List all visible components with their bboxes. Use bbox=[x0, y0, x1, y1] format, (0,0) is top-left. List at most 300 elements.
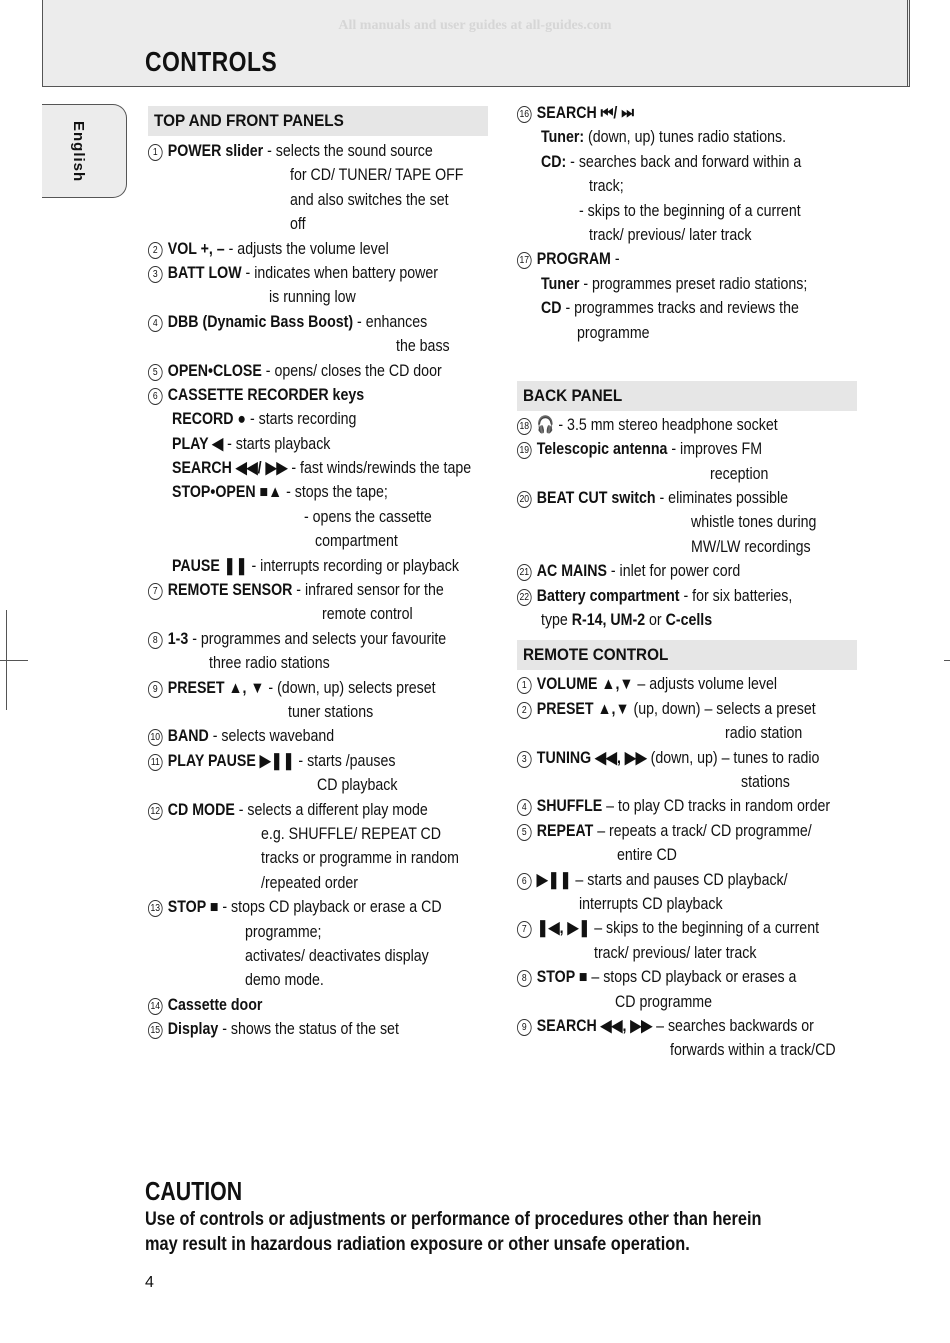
item-key-label: Display bbox=[167, 1020, 219, 1039]
item-description: - opens/ closes the CD door bbox=[261, 361, 442, 380]
item-description: - bbox=[610, 250, 620, 269]
item-text bbox=[517, 868, 788, 892]
item-number-badge: 17 bbox=[517, 252, 532, 269]
item-description: - programmes and selects your favourite bbox=[188, 629, 447, 648]
list-item bbox=[148, 529, 488, 553]
item-text bbox=[148, 310, 427, 334]
item-text bbox=[579, 892, 723, 916]
item-number-badge: 5 bbox=[148, 364, 163, 381]
item-text bbox=[517, 794, 830, 818]
item-description: /repeated order bbox=[261, 873, 359, 892]
item-text bbox=[315, 529, 398, 553]
item-description: - opens the cassette bbox=[304, 507, 432, 526]
list-item bbox=[517, 486, 857, 510]
item-description: - programmes tracks and reviews the bbox=[561, 299, 799, 318]
item-description: - improves FM bbox=[667, 440, 763, 459]
item-number-badge: 8 bbox=[148, 632, 163, 649]
item-number-badge: 6 bbox=[517, 873, 532, 890]
item-description: - enhances bbox=[353, 312, 428, 331]
item-text bbox=[288, 700, 373, 724]
list-item bbox=[517, 101, 857, 125]
item-text bbox=[741, 770, 790, 794]
item-key-label: STOP ■ bbox=[536, 968, 588, 987]
item-text bbox=[617, 843, 677, 867]
item-text bbox=[290, 163, 463, 187]
item-text bbox=[290, 212, 306, 236]
item-key-label: OPEN•CLOSE bbox=[167, 361, 262, 380]
item-description: interrupts CD playback bbox=[579, 894, 723, 913]
item-key-label: REMOTE SENSOR bbox=[167, 581, 293, 600]
item-key-label: Battery compartment bbox=[536, 586, 680, 605]
list-item bbox=[148, 895, 488, 919]
item-text bbox=[615, 990, 712, 1014]
item-key-label: PRESET ▲,▼ bbox=[536, 699, 630, 718]
item-description: - selects a different play mode bbox=[234, 800, 428, 819]
item-key-label: POWER slider bbox=[167, 142, 264, 160]
item-key-label: BEAT CUT switch bbox=[536, 489, 656, 508]
item-number-badge: 2 bbox=[517, 702, 532, 719]
language-tab bbox=[42, 104, 127, 198]
item-description: - for six batteries, bbox=[679, 586, 793, 605]
item-description: – repeats a track/ CD programme/ bbox=[593, 821, 812, 840]
list-item bbox=[148, 676, 488, 700]
item-number-badge: 1 bbox=[517, 677, 532, 694]
list-item bbox=[148, 432, 488, 456]
item-text bbox=[541, 608, 712, 632]
item-text bbox=[172, 480, 388, 504]
item-key-label: SEARCH ◀◀, ▶▶ bbox=[536, 1016, 653, 1035]
item-key-label: VOLUME ▲,▼ bbox=[536, 675, 634, 694]
item-description: stations bbox=[741, 772, 790, 791]
back-panel-list bbox=[517, 413, 857, 633]
item-text bbox=[579, 199, 801, 223]
item-key-label: ▶❚❚ bbox=[536, 870, 572, 889]
item-key-label: PLAY ◀ bbox=[172, 434, 224, 453]
item-description: - interrupts recording or playback bbox=[247, 556, 459, 575]
item-description: compartment bbox=[315, 532, 398, 551]
item-text bbox=[290, 188, 449, 212]
list-item bbox=[517, 697, 857, 721]
item-description: for CD/ TUNER/ TAPE OFF bbox=[290, 166, 464, 185]
list-item bbox=[148, 237, 488, 261]
item-text bbox=[710, 462, 768, 486]
remote-control-list bbox=[517, 672, 857, 1062]
item-key-label: DBB (Dynamic Bass Boost) bbox=[167, 312, 354, 331]
item-key-label: Telescopic antenna bbox=[536, 440, 668, 459]
item-text bbox=[317, 773, 397, 797]
item-key-label: PROGRAM bbox=[536, 250, 611, 269]
item-key-label: VOL +, – bbox=[167, 239, 225, 258]
caution-title: CAUTION bbox=[145, 1176, 243, 1206]
right-column bbox=[517, 101, 857, 1063]
item-text bbox=[517, 916, 819, 940]
list-item bbox=[148, 993, 488, 1017]
item-description: activates/ deactivates display bbox=[245, 946, 429, 965]
item-text bbox=[541, 296, 799, 320]
list-item bbox=[517, 819, 857, 843]
item-number-badge: 15 bbox=[148, 1022, 163, 1039]
item-description: – starts and pauses CD playback/ bbox=[571, 870, 788, 889]
list-item bbox=[517, 672, 857, 696]
item-text bbox=[148, 359, 442, 383]
list-item bbox=[148, 554, 488, 578]
item-text bbox=[517, 413, 778, 437]
item-text bbox=[396, 334, 450, 358]
list-item bbox=[517, 150, 857, 174]
item-key-label: SEARCH ◀◀/ ▶▶ bbox=[172, 459, 288, 478]
item-description: - selects waveband bbox=[208, 727, 335, 746]
list-item bbox=[517, 174, 857, 198]
item-description: - inlet for power cord bbox=[606, 562, 741, 581]
item-description: - searches back and forward within a bbox=[566, 152, 802, 171]
crop-mark bbox=[42, 0, 43, 86]
item-text bbox=[517, 584, 792, 608]
item-description: - indicates when battery power bbox=[241, 263, 439, 282]
item-text bbox=[148, 578, 444, 602]
list-item bbox=[148, 334, 488, 358]
crop-mark bbox=[6, 610, 7, 710]
item-key-label: AC MAINS bbox=[536, 562, 607, 581]
item-text bbox=[517, 697, 816, 721]
item-number-badge: 6 bbox=[148, 388, 163, 405]
item-description: or bbox=[645, 611, 666, 630]
item-key-label: C-cells bbox=[665, 611, 713, 630]
item-number-badge: 11 bbox=[148, 754, 163, 771]
item-description: - (down, up) selects preset bbox=[264, 678, 436, 697]
item-description: - starts /pauses bbox=[294, 751, 396, 770]
crop-mark bbox=[907, 0, 908, 86]
item-description: programme bbox=[577, 323, 650, 342]
item-text bbox=[725, 721, 802, 745]
crop-mark bbox=[944, 660, 950, 661]
list-item bbox=[148, 285, 488, 309]
item-description: - shows the status of the set bbox=[218, 1020, 399, 1039]
item-number-badge: 18 bbox=[517, 418, 532, 435]
left-column bbox=[148, 106, 488, 1041]
item-key-label: REPEAT bbox=[536, 821, 594, 840]
item-number-badge: 9 bbox=[517, 1019, 532, 1036]
item-text bbox=[172, 432, 330, 456]
item-text bbox=[148, 993, 262, 1017]
item-key-label: CD MODE bbox=[167, 800, 235, 819]
list-item bbox=[517, 559, 857, 583]
item-text bbox=[209, 651, 330, 675]
section-header-top-front: TOP AND FRONT PANELS bbox=[148, 106, 488, 136]
item-description: - 3.5 mm stereo headphone socket bbox=[554, 415, 778, 434]
item-text bbox=[172, 554, 459, 578]
list-item bbox=[517, 746, 857, 770]
left-item-list bbox=[148, 139, 488, 1041]
item-text bbox=[670, 1038, 836, 1062]
item-description: - infrared sensor for the bbox=[292, 581, 444, 600]
item-number-badge: 3 bbox=[148, 266, 163, 283]
list-item bbox=[517, 437, 857, 461]
item-number-badge: 10 bbox=[148, 729, 163, 746]
section-header-remote-control: REMOTE CONTROL bbox=[517, 640, 857, 670]
item-text bbox=[304, 505, 432, 529]
item-text bbox=[148, 383, 364, 407]
list-item bbox=[148, 773, 488, 797]
item-text bbox=[245, 968, 324, 992]
item-description: - starts playback bbox=[223, 434, 331, 453]
item-description: remote control bbox=[322, 605, 413, 624]
item-text bbox=[541, 125, 786, 149]
section-header-back-panel: BACK PANEL bbox=[517, 381, 857, 411]
item-text bbox=[517, 819, 812, 843]
item-text bbox=[594, 941, 756, 965]
item-key-label: BAND bbox=[167, 727, 209, 746]
item-description: - stops CD playback or erase a CD bbox=[218, 898, 442, 917]
item-description: e.g. SHUFFLE/ REPEAT CD bbox=[261, 824, 442, 843]
item-description: - stops the tape; bbox=[282, 483, 388, 502]
item-key-label: BATT LOW bbox=[167, 263, 242, 282]
list-item bbox=[148, 846, 488, 870]
list-item bbox=[517, 721, 857, 745]
item-description: (down, up) tunes radio stations. bbox=[584, 128, 787, 147]
item-key-label: Tuner: bbox=[541, 128, 585, 147]
page-number: 4 bbox=[145, 1274, 154, 1291]
item-text bbox=[148, 798, 428, 822]
item-number-badge: 7 bbox=[148, 583, 163, 600]
item-text bbox=[261, 822, 441, 846]
list-item bbox=[148, 651, 488, 675]
item-key-label: 🎧 bbox=[536, 415, 555, 434]
list-item bbox=[517, 892, 857, 916]
list-item bbox=[517, 941, 857, 965]
item-text bbox=[577, 321, 650, 345]
right-top-list bbox=[517, 101, 857, 345]
item-number-badge: 12 bbox=[148, 803, 163, 820]
item-number-badge: 8 bbox=[517, 970, 532, 987]
item-text bbox=[589, 174, 624, 198]
item-key-label: PLAY PAUSE ▶❚❚ bbox=[167, 751, 295, 770]
list-item bbox=[517, 272, 857, 296]
item-description: - starts recording bbox=[246, 410, 357, 429]
list-item bbox=[517, 462, 857, 486]
item-description: – searches backwards or bbox=[652, 1016, 814, 1035]
item-text bbox=[172, 407, 356, 431]
item-number-badge: 7 bbox=[517, 921, 532, 938]
item-description: MW/LW recordings bbox=[691, 537, 811, 556]
list-item bbox=[517, 770, 857, 794]
item-key-label: PAUSE ❚❚ bbox=[172, 556, 248, 575]
item-text bbox=[148, 749, 395, 773]
item-description: track/ previous/ later track bbox=[594, 943, 757, 962]
item-description: tracks or programme in random bbox=[261, 849, 459, 868]
item-key-label: SHUFFLE bbox=[536, 797, 603, 816]
list-item bbox=[517, 843, 857, 867]
list-item bbox=[517, 321, 857, 345]
item-key-label: ❚◀, ▶❚ bbox=[536, 919, 591, 938]
list-item bbox=[148, 578, 488, 602]
item-description: track/ previous/ later track bbox=[589, 225, 752, 244]
caution-block bbox=[145, 1176, 950, 1257]
list-item bbox=[517, 535, 857, 559]
item-text bbox=[148, 724, 334, 748]
item-text bbox=[148, 139, 433, 163]
list-item bbox=[148, 749, 488, 773]
list-item bbox=[148, 602, 488, 626]
item-description: forwards within a track/CD bbox=[670, 1041, 836, 1060]
crop-mark bbox=[0, 660, 28, 661]
list-item bbox=[517, 990, 857, 1014]
item-text bbox=[148, 895, 442, 919]
item-text bbox=[261, 871, 358, 895]
item-text bbox=[517, 559, 740, 583]
item-text bbox=[517, 746, 819, 770]
list-item bbox=[148, 456, 488, 480]
page-title: CONTROLS bbox=[145, 46, 278, 77]
item-text bbox=[245, 944, 429, 968]
language-label: English bbox=[70, 121, 87, 183]
list-item bbox=[517, 223, 857, 247]
list-item bbox=[148, 359, 488, 383]
item-description: (up, down) – selects a preset bbox=[629, 699, 816, 718]
item-description: – skips to the beginning of a current bbox=[590, 919, 820, 938]
item-description: (down, up) – tunes to radio bbox=[646, 748, 820, 767]
item-description: whistle tones during bbox=[691, 513, 817, 532]
item-description: and also switches the set bbox=[290, 190, 449, 209]
item-key-label: STOP•OPEN ■▲ bbox=[172, 483, 283, 502]
item-text bbox=[517, 247, 620, 271]
item-description: – adjusts volume level bbox=[633, 675, 778, 694]
item-description: demo mode. bbox=[245, 971, 324, 990]
watermark: All manuals and user guides at all-guides.com bbox=[338, 18, 612, 33]
item-text bbox=[517, 965, 796, 989]
list-item bbox=[148, 383, 488, 407]
list-item bbox=[148, 1017, 488, 1041]
list-item bbox=[148, 920, 488, 944]
item-description: CD playback bbox=[317, 776, 398, 795]
list-item bbox=[148, 310, 488, 334]
item-description: reception bbox=[710, 464, 769, 483]
item-text bbox=[691, 535, 811, 559]
list-item bbox=[517, 1014, 857, 1038]
item-number-badge: 21 bbox=[517, 564, 532, 581]
item-description: - selects the sound source bbox=[263, 142, 433, 160]
item-text bbox=[148, 627, 446, 651]
list-item bbox=[148, 163, 488, 187]
list-item bbox=[148, 968, 488, 992]
item-text bbox=[245, 920, 321, 944]
item-description: - programmes preset radio stations; bbox=[579, 274, 808, 293]
item-text bbox=[322, 602, 413, 626]
item-number-badge: 14 bbox=[148, 998, 163, 1015]
item-key-label: CD: bbox=[541, 152, 567, 171]
list-item bbox=[148, 505, 488, 529]
item-text bbox=[541, 272, 807, 296]
item-description: tuner stations bbox=[288, 702, 374, 721]
item-key-label: Cassette door bbox=[167, 995, 263, 1014]
item-description: type bbox=[541, 611, 572, 630]
item-description: - fast winds/rewinds the tape bbox=[287, 459, 472, 478]
item-key-label: Tuner bbox=[541, 274, 580, 293]
list-item bbox=[148, 212, 488, 236]
item-number-badge: 9 bbox=[148, 681, 163, 698]
item-text bbox=[517, 672, 777, 696]
item-text bbox=[148, 676, 436, 700]
list-item bbox=[517, 199, 857, 223]
list-item bbox=[148, 261, 488, 285]
item-description: - adjusts the volume level bbox=[224, 239, 389, 258]
item-text bbox=[541, 150, 801, 174]
item-text bbox=[517, 486, 788, 510]
list-item bbox=[148, 700, 488, 724]
item-text bbox=[148, 261, 438, 285]
item-description: is running low bbox=[269, 288, 356, 307]
caution-text-line-2: may result in hazardous radiation exposure or other unsafe operation. bbox=[145, 1234, 690, 1255]
item-description: track; bbox=[589, 177, 624, 196]
list-item bbox=[517, 1038, 857, 1062]
item-text bbox=[269, 285, 356, 309]
caution-text-line-1: Use of controls or adjustments or performance of procedures other than herein bbox=[145, 1209, 762, 1230]
list-item bbox=[148, 480, 488, 504]
item-key-label: TUNING ◀◀, ▶▶ bbox=[536, 748, 647, 767]
item-number-badge: 13 bbox=[148, 900, 163, 917]
item-text bbox=[172, 456, 471, 480]
list-item bbox=[517, 125, 857, 149]
list-item bbox=[517, 965, 857, 989]
item-description: – stops CD playback or erases a bbox=[587, 968, 797, 987]
item-text bbox=[148, 1017, 399, 1041]
item-description: CD programme bbox=[615, 992, 712, 1011]
item-text bbox=[517, 101, 634, 125]
item-key-label: 1-3 bbox=[167, 629, 189, 648]
list-item bbox=[148, 822, 488, 846]
item-text bbox=[517, 437, 762, 461]
item-key-label: SEARCH ⏮/ ⏭ bbox=[536, 104, 635, 122]
item-text bbox=[517, 1014, 814, 1038]
item-key-label: CASSETTE RECORDER keys bbox=[167, 385, 365, 404]
item-key-label: PRESET ▲, ▼ bbox=[167, 678, 265, 697]
item-number-badge: 3 bbox=[517, 751, 532, 768]
item-description: programme; bbox=[245, 922, 322, 941]
item-key-label: STOP ■ bbox=[167, 898, 219, 917]
item-key-label: RECORD ● bbox=[172, 410, 247, 429]
item-number-badge: 20 bbox=[517, 491, 532, 508]
item-description: - skips to the beginning of a current bbox=[579, 201, 801, 220]
item-description: entire CD bbox=[617, 846, 677, 865]
list-item bbox=[148, 627, 488, 651]
list-item bbox=[517, 510, 857, 534]
list-item bbox=[148, 407, 488, 431]
item-number-badge: 4 bbox=[517, 799, 532, 816]
list-item bbox=[148, 139, 488, 163]
item-number-badge: 5 bbox=[517, 824, 532, 841]
list-item bbox=[517, 296, 857, 320]
item-description: radio station bbox=[725, 724, 803, 743]
list-item bbox=[517, 584, 857, 608]
item-description: the bass bbox=[396, 337, 450, 356]
list-item bbox=[517, 868, 857, 892]
item-key-label: CD bbox=[541, 299, 562, 318]
list-item bbox=[148, 724, 488, 748]
item-text bbox=[261, 846, 459, 870]
item-number-badge: 16 bbox=[517, 106, 532, 123]
item-description: - eliminates possible bbox=[655, 489, 789, 508]
list-item bbox=[148, 798, 488, 822]
item-number-badge: 1 bbox=[148, 144, 163, 161]
list-item bbox=[148, 871, 488, 895]
list-item bbox=[517, 247, 857, 271]
item-number-badge: 19 bbox=[517, 442, 532, 459]
list-item bbox=[517, 794, 857, 818]
item-text bbox=[691, 510, 816, 534]
item-number-badge: 4 bbox=[148, 315, 163, 332]
list-item bbox=[517, 608, 857, 632]
list-item bbox=[517, 916, 857, 940]
item-description: three radio stations bbox=[209, 654, 330, 673]
